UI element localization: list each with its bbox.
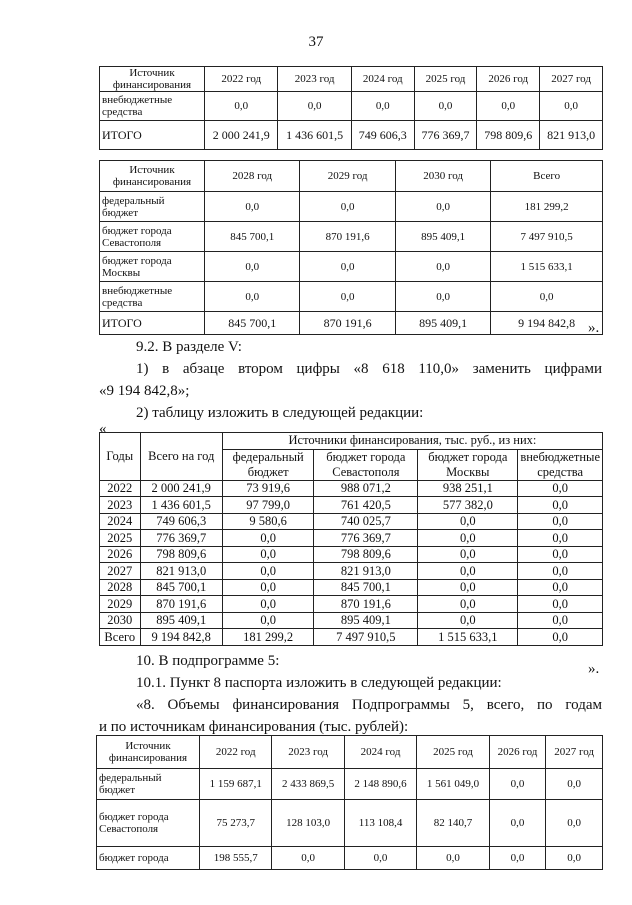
- table-cell: 0,0: [418, 546, 518, 563]
- table-row: [97, 769, 603, 800]
- table-cell: 845 700,1: [314, 579, 418, 596]
- table-cell: 0,0: [546, 800, 603, 847]
- funding-table-2022-2027: [99, 66, 603, 150]
- table-cell: 0,0: [395, 282, 490, 312]
- table-cell: 988 071,2: [314, 480, 418, 497]
- header-cell: 2029 год: [300, 161, 395, 192]
- table-cell: 0,0: [518, 480, 603, 497]
- table-cell: 895 409,1: [140, 612, 222, 629]
- header-cell: Источник финансирования: [100, 67, 205, 92]
- table-row: [100, 312, 603, 335]
- table-row: [100, 192, 603, 222]
- section-heading: 10. В подпрограмме 5:: [136, 653, 280, 669]
- table-cell: 0,0: [222, 612, 313, 629]
- table-cell: 0,0: [417, 847, 489, 870]
- table-row: [100, 480, 603, 497]
- table-cell: 0,0: [418, 612, 518, 629]
- header-cell: Источники финансирования, тыс. руб., из них:: [222, 433, 602, 450]
- header-cell: Всего: [491, 161, 603, 192]
- table-cell: 0,0: [300, 192, 395, 222]
- closing-quote: ».: [588, 661, 600, 677]
- table-cell: 9 194 842,8: [140, 629, 222, 646]
- table-row: [100, 252, 603, 282]
- table-cell: 0,0: [205, 92, 278, 121]
- header-cell: 2027 год: [546, 736, 603, 769]
- table-cell: 1 515 633,1: [491, 252, 603, 282]
- paragraph-line: 1) в абзаце втором цифры «8 618 110,0» заменить цифрами: [136, 361, 602, 377]
- table-cell: 2030: [100, 612, 141, 629]
- table-cell: 761 420,5: [314, 497, 418, 514]
- row-label: федеральный бюджет: [100, 192, 205, 222]
- table-cell: 2 148 890,6: [344, 769, 416, 800]
- table-cell: 73 919,6: [222, 480, 313, 497]
- paragraph-line: «9 194 842,8»;: [99, 383, 190, 399]
- table-cell: 0,0: [477, 92, 540, 121]
- header-cell: 2026 год: [477, 67, 540, 92]
- paragraph-line: 2) таблицу изложить в следующей редакции:: [136, 405, 424, 421]
- header-cell: 2030 год: [395, 161, 490, 192]
- table-cell: 0,0: [518, 530, 603, 547]
- table-cell: 181 299,2: [491, 192, 603, 222]
- table-cell: 181 299,2: [222, 629, 313, 646]
- funding-by-year-table: [99, 432, 603, 646]
- table-cell: 2 000 241,9: [140, 480, 222, 497]
- header-cell: 2025 год: [414, 67, 477, 92]
- header-cell: бюджет города Москвы: [418, 449, 518, 480]
- table-cell: 0,0: [518, 546, 603, 563]
- table-cell: 0,0: [546, 769, 603, 800]
- table-cell: 2 433 869,5: [272, 769, 344, 800]
- row-label: бюджет города Москвы: [100, 252, 205, 282]
- table-cell: 895 409,1: [314, 612, 418, 629]
- table-row: [100, 222, 603, 252]
- table-cell: 0,0: [518, 612, 603, 629]
- table-cell: 0,0: [489, 769, 546, 800]
- row-label: бюджет города Севастополя: [100, 222, 205, 252]
- table-cell: 0,0: [546, 847, 603, 870]
- header-cell: бюджет города Севастополя: [314, 449, 418, 480]
- table-cell: 128 103,0: [272, 800, 344, 847]
- table-cell: 2025: [100, 530, 141, 547]
- row-label: федеральный бюджет: [97, 769, 200, 800]
- table-cell: 9 194 842,8: [491, 312, 603, 335]
- table-cell: 798 809,6: [140, 546, 222, 563]
- paragraph-line: 10.1. Пункт 8 паспорта изложить в следующей редакции:: [136, 675, 502, 691]
- table-row: [100, 513, 603, 530]
- table-cell: 2 000 241,9: [205, 121, 278, 150]
- table-cell: 1 561 049,0: [417, 769, 489, 800]
- table-cell: 1 159 687,1: [200, 769, 272, 800]
- table-cell: 870 191,6: [314, 596, 418, 613]
- table-cell: 870 191,6: [300, 222, 395, 252]
- table-cell: 0,0: [518, 513, 603, 530]
- header-cell: 2026 год: [489, 736, 546, 769]
- table-cell: 740 025,7: [314, 513, 418, 530]
- row-label: бюджет города: [97, 847, 200, 870]
- row-label: ИТОГО: [100, 312, 205, 335]
- table-cell: 0,0: [300, 252, 395, 282]
- table-header-row: [97, 736, 603, 769]
- table-cell: 0,0: [222, 546, 313, 563]
- table-cell: 0,0: [489, 847, 546, 870]
- table-row: [100, 612, 603, 629]
- table-cell: 0,0: [518, 563, 603, 580]
- table-cell: 0,0: [418, 596, 518, 613]
- table-header-row: [100, 67, 603, 92]
- table-cell: 0,0: [518, 596, 603, 613]
- table-cell: 749 606,3: [351, 121, 414, 150]
- table-cell: 0,0: [518, 497, 603, 514]
- paragraph-line: «8. Объемы финансирования Подпрограммы 5, всего, по годам: [136, 697, 602, 713]
- table-cell: 75 273,7: [200, 800, 272, 847]
- table-cell: 2023: [100, 497, 141, 514]
- header-cell: 2025 год: [417, 736, 489, 769]
- closing-quote: ».: [588, 320, 600, 336]
- table-cell: 749 606,3: [140, 513, 222, 530]
- table-cell: 0,0: [418, 530, 518, 547]
- page-number: 37: [308, 34, 324, 50]
- table-cell: 870 191,6: [300, 312, 395, 335]
- table-cell: 0,0: [222, 579, 313, 596]
- table-cell: 0,0: [205, 252, 300, 282]
- table-cell: 776 369,7: [414, 121, 477, 150]
- table-header-row: [100, 161, 603, 192]
- table-cell: 798 809,6: [477, 121, 540, 150]
- table-cell: 821 913,0: [314, 563, 418, 580]
- paragraph-line: и по источникам финансирования (тыс. рублей):: [99, 719, 409, 735]
- table-cell: Всего: [100, 629, 141, 646]
- table-cell: 821 913,0: [140, 563, 222, 580]
- header-cell: 2022 год: [205, 67, 278, 92]
- table-row: [100, 579, 603, 596]
- table-cell: 0,0: [518, 629, 603, 646]
- table-cell: 845 700,1: [140, 579, 222, 596]
- table-row: [97, 847, 603, 870]
- row-label: внебюджетные средства: [100, 92, 205, 121]
- table-cell: 0,0: [205, 282, 300, 312]
- header-cell: 2027 год: [540, 67, 603, 92]
- table-cell: 82 140,7: [417, 800, 489, 847]
- row-label: ИТОГО: [100, 121, 205, 150]
- table-row: [100, 497, 603, 514]
- table-cell: 870 191,6: [140, 596, 222, 613]
- table-row: [100, 629, 603, 646]
- subprogram-5-funding-table: [96, 735, 603, 870]
- header-cell: 2024 год: [351, 67, 414, 92]
- table-cell: 2022: [100, 480, 141, 497]
- table-cell: 0,0: [414, 92, 477, 121]
- table-cell: 0,0: [395, 252, 490, 282]
- table-cell: 938 251,1: [418, 480, 518, 497]
- table-cell: 2029: [100, 596, 141, 613]
- table-cell: 776 369,7: [314, 530, 418, 547]
- table-cell: 0,0: [222, 596, 313, 613]
- table-cell: 0,0: [300, 282, 395, 312]
- table-row: [97, 800, 603, 847]
- funding-table-2028-2030: [99, 160, 603, 335]
- table-cell: 7 497 910,5: [491, 222, 603, 252]
- section-heading: 9.2. В разделе V:: [136, 339, 242, 355]
- table-cell: 895 409,1: [395, 222, 490, 252]
- table-cell: 798 809,6: [314, 546, 418, 563]
- table-cell: 0,0: [489, 800, 546, 847]
- header-cell: 2023 год: [278, 67, 351, 92]
- table-cell: 0,0: [418, 513, 518, 530]
- table-cell: 0,0: [418, 579, 518, 596]
- table-cell: 0,0: [344, 847, 416, 870]
- table-cell: 0,0: [351, 92, 414, 121]
- header-cell: внебюджетные средства: [518, 449, 603, 480]
- table-row: [100, 121, 603, 150]
- table-cell: 97 799,0: [222, 497, 313, 514]
- opening-quote: «: [99, 421, 107, 437]
- table-cell: 0,0: [418, 563, 518, 580]
- table-cell: 1 436 601,5: [140, 497, 222, 514]
- header-cell: Годы: [100, 433, 141, 481]
- header-cell: федеральный бюджет: [222, 449, 313, 480]
- table-cell: 0,0: [518, 579, 603, 596]
- table-row: [100, 563, 603, 580]
- header-cell: 2022 год: [200, 736, 272, 769]
- header-cell: 2023 год: [272, 736, 344, 769]
- table-cell: 0,0: [272, 847, 344, 870]
- table-header-row: [100, 433, 603, 450]
- table-cell: 0,0: [491, 282, 603, 312]
- table-cell: 821 913,0: [540, 121, 603, 150]
- header-cell: 2028 год: [205, 161, 300, 192]
- table-cell: 2027: [100, 563, 141, 580]
- table-cell: 1 515 633,1: [418, 629, 518, 646]
- header-cell: Всего на год: [140, 433, 222, 481]
- table-cell: 845 700,1: [205, 222, 300, 252]
- table-row: [100, 282, 603, 312]
- table-cell: 577 382,0: [418, 497, 518, 514]
- table-cell: 1 436 601,5: [278, 121, 351, 150]
- table-cell: 7 497 910,5: [314, 629, 418, 646]
- table-cell: 895 409,1: [395, 312, 490, 335]
- table-cell: 0,0: [222, 530, 313, 547]
- table-row: [100, 546, 603, 563]
- table-row: [100, 92, 603, 121]
- row-label: бюджет города Севастополя: [97, 800, 200, 847]
- table-cell: 9 580,6: [222, 513, 313, 530]
- table-cell: 2026: [100, 546, 141, 563]
- header-cell: Источник финансирования: [97, 736, 200, 769]
- table-cell: 0,0: [395, 192, 490, 222]
- table-cell: 2024: [100, 513, 141, 530]
- table-cell: 845 700,1: [205, 312, 300, 335]
- table-cell: 0,0: [222, 563, 313, 580]
- table-cell: 0,0: [278, 92, 351, 121]
- table-cell: 2028: [100, 579, 141, 596]
- table-row: [100, 596, 603, 613]
- row-label: внебюджетные средства: [100, 282, 205, 312]
- table-cell: 198 555,7: [200, 847, 272, 870]
- table-row: [100, 530, 603, 547]
- header-cell: Источник финансирования: [100, 161, 205, 192]
- table-cell: 0,0: [540, 92, 603, 121]
- table-cell: 0,0: [205, 192, 300, 222]
- table-cell: 113 108,4: [344, 800, 416, 847]
- header-cell: 2024 год: [344, 736, 416, 769]
- table-cell: 776 369,7: [140, 530, 222, 547]
